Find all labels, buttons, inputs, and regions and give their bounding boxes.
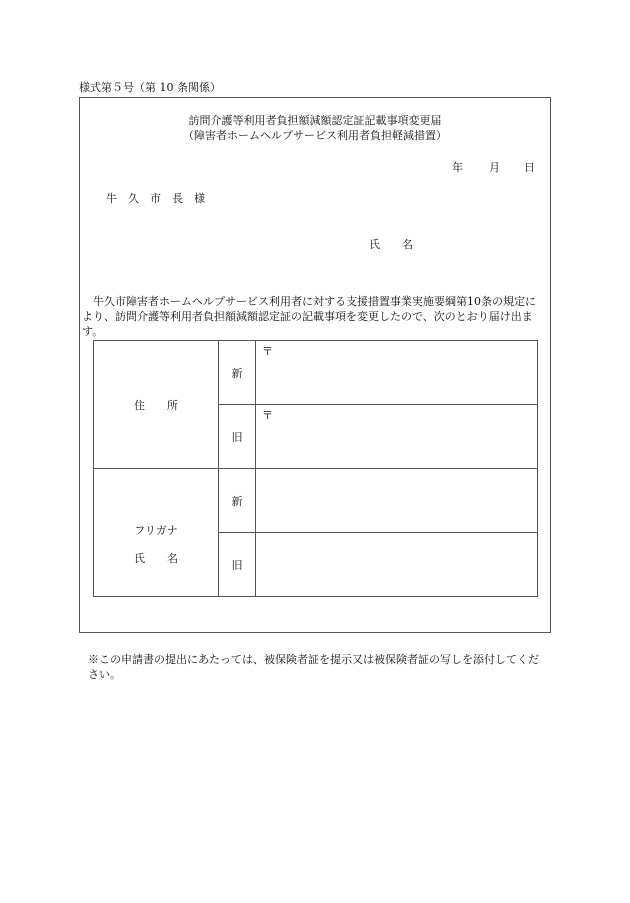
note-text: ※この申請書の提出にあたっては、被保険者証を提示又は被保険者証の写しを添付してください。 xyxy=(88,653,539,681)
table-row xyxy=(94,469,538,533)
new-name-field[interactable] xyxy=(256,469,538,533)
change-table xyxy=(93,340,538,597)
applicant-name-label: 氏 名 xyxy=(369,238,413,251)
date-year-label: 年 xyxy=(452,161,463,174)
new-address-field[interactable] xyxy=(256,341,538,405)
furigana-label: フリガナ xyxy=(134,523,178,537)
old-address-label: 旧 xyxy=(219,405,256,469)
form-number: 様式第５号（第 10 条関係） xyxy=(79,81,221,94)
body-text: 牛久市障害者ホームヘルプサービス利用者に対する支援措置事業実施要綱第10条の規定により、訪問介護等利用者負担額減額認定証の記載事項を変更したので、次のとおり届け出ます。 xyxy=(82,295,536,338)
postal-mark-icon: 〒 xyxy=(262,409,273,422)
name-header-cell xyxy=(94,469,219,597)
postal-mark-icon: 〒 xyxy=(262,345,273,358)
date-month-label: 月 xyxy=(489,161,500,174)
old-name-field[interactable] xyxy=(256,533,538,597)
addressee: 牛久市長様 xyxy=(106,192,216,205)
date-day-label: 日 xyxy=(524,161,535,174)
table-row xyxy=(94,341,538,405)
address-label: 住 所 xyxy=(94,341,219,469)
new-name-label: 新 xyxy=(219,469,256,533)
old-address-field[interactable] xyxy=(256,405,538,469)
new-address-label: 新 xyxy=(219,341,256,405)
form-subtitle: （障害者ホームヘルプサービス利用者負担軽減措置） xyxy=(183,129,447,142)
old-name-label: 旧 xyxy=(219,533,256,597)
name-label: 氏 名 xyxy=(134,551,178,565)
form-title: 訪問介護等利用者負担額減額認定証記載事項変更届 xyxy=(188,114,442,127)
